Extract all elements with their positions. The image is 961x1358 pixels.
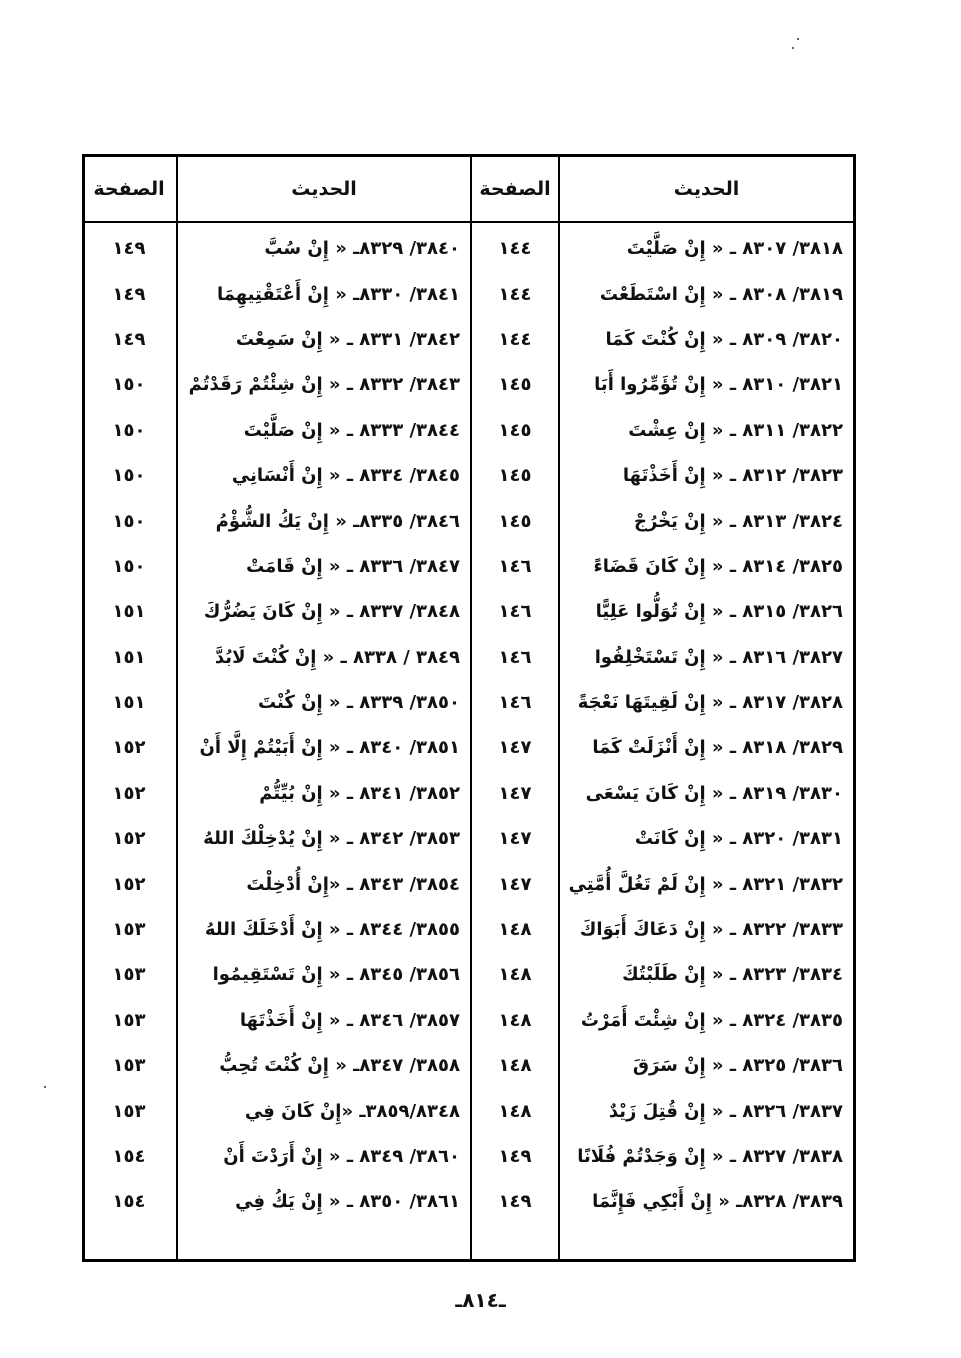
table-row [85,725,853,770]
table-row [85,816,853,861]
hadith-cell-left: ٣٨٥٨/ ٨٣٤٧ـ « إِنْ كُنْتَ تُحِبُّ [219,1055,460,1077]
hadith-cell-left: ٣٨٤٩ / ٨٣٣٨ ـ « إِنْ كُنْتَ لَابُدَّ [214,646,460,668]
hadith-cell-left: ٣٨٤٦/ ٨٣٣٥ـ « إِنْ يَكُ الشُّؤْمُ [215,510,460,532]
page-cell-left: ١٥٠ [112,555,146,577]
table-row [85,317,853,362]
page-cell-left: ١٥٤ [112,1146,146,1167]
hadith-cell-left: ٣٨٥٢/ ٨٣٤١ ـ « إِنْ بُيِّتُّمْ [259,782,460,804]
table-row [85,589,853,634]
page-cell-left: ١٥١ [112,692,146,714]
page-cell-right: ١٤٥ [498,510,532,532]
hadith-cell-left: ٣٨٤٢/ ٨٣٣١ ـ « إِنْ سَمِعْتَ [235,328,460,350]
page-cell-right: ١٤٦ [498,646,532,668]
hadith-cell-left: ٣٨٥٧/ ٨٣٤٦ ـ « إِنْ أَخَذْتَهَا [239,1009,460,1031]
table-row [85,1134,853,1179]
table-row [85,408,853,453]
header-page-right: الصفحة [479,178,551,200]
page-cell-right: ١٤٥ [498,419,532,441]
page-cell-right: ١٤٨ [498,1100,532,1122]
page-cell-right: ١٤٦ [498,601,532,623]
table-row [85,952,853,997]
hadith-cell-left: ٣٨٥٠/ ٨٣٣٩ ـ « إِنْ كُنْتَ [258,692,460,714]
hadith-cell-right: ٣٨١٨/ ٨٣٠٧ ـ « إِنْ صَلَّيْتَ [626,238,843,260]
hadith-cell-right: ٣٨٢٢/ ٨٣١١ ـ « إِنْ عِشْتَ [628,419,843,441]
page-cell-left: ١٥٣ [112,919,146,941]
page-cell-right: ١٤٩ [498,1191,532,1213]
scan-speck [44,1086,46,1088]
table-row [85,635,853,680]
hadith-cell-right: ٣٨٢٦/ ٨٣١٥ ـ « إِنْ تُوَلُّوا عَلِيًّا [595,601,843,623]
page-cell-left: ١٥٣ [112,1055,146,1077]
hadith-cell-left: ٣٨٥٣/ ٨٣٤٢ ـ « إِنْ يُدْخِلْكَ اللهُ [203,828,460,850]
page-cell-left: ١٥٢ [112,828,146,850]
hadith-cell-right: ٣٨٣٣/ ٨٣٢٢ ـ « إِنْ دَعَاكَ أَبَوَاكَ [579,919,843,941]
table-row [85,271,853,316]
page-cell-left: ١٥٠ [112,374,146,396]
page-cell-right: ١٤٦ [498,555,532,577]
table-row [85,226,853,271]
hadith-cell-right: ٣٨٣٩/ ٨٣٢٨ـ « إِنْ أَبْكِي فَإِنَّمَا [592,1191,843,1213]
page-cell-left: ١٥٠ [112,419,146,441]
hadith-cell-left: ٣٨٤٧/ ٨٣٣٦ ـ « إِنْ قَامَتْ [246,555,460,577]
table-body [85,226,853,1225]
table-row [85,498,853,543]
page-cell-left: ١٤٩ [112,283,146,305]
page-cell-left: ١٥٠ [112,510,146,532]
hadith-cell-right: ٣٨٣٧/ ٨٣٢٦ ـ « إِنْ قُتِلَ زَيْدٌ [608,1100,843,1122]
page-cell-left: ١٤٩ [112,238,146,260]
scan-speck [797,38,799,40]
page-cell-right: ١٤٧ [498,873,532,895]
page-cell-right: ١٤٩ [498,1146,532,1167]
hadith-cell-left: ٣٨٤٠/ ٨٣٢٩ـ « إِنْ سُبَّ [264,238,460,260]
hadith-cell-left: ٣٨٤٥/ ٨٣٣٤ ـ « إِنْ أَنْسَانِي [231,465,460,487]
page-cell-right: ١٤٨ [498,1055,532,1077]
hadith-cell-left: ٣٨٤٨/ ٨٣٣٧ ـ « إِنْ كَانَ يَضُرُّكَ [203,601,460,623]
page-number: ـ٨١٤ـ [455,1288,506,1312]
hadith-cell-right: ٣٨٢٥/ ٨٣١٤ ـ « إِنْ كَانَ قَضَاءً [593,555,843,577]
page-cell-right: ١٤٤ [498,283,532,305]
page-cell-left: ١٥٠ [112,465,146,487]
table-row [85,771,853,816]
hadith-cell-right: ٣٨٢١/ ٨٣١٠ ـ « إِنْ تُؤَمِّرُوا أَبَا [594,374,843,396]
page-cell-left: ١٥٢ [112,737,146,759]
page-cell-left: ١٥٢ [112,873,146,895]
page-cell-right: ١٤٦ [498,692,532,714]
page-cell-left: ١٥٤ [112,1191,146,1213]
header-page-left: الصفحة [93,178,165,200]
page-cell-right: ١٤٥ [498,465,532,487]
page-cell-right: ١٤٨ [498,1009,532,1031]
hadith-cell-left: ٣٨٦٠/ ٨٣٤٩ ـ « إِنْ أَرَدْتَ أَنْ [223,1146,460,1167]
table-row [85,861,853,906]
page-cell-right: ١٤٨ [498,964,532,986]
table-row [85,544,853,589]
hadith-cell-right: ٣٨٢٠/ ٨٣٠٩ ـ « إِنْ كُنْتَ كَمَا [605,328,843,350]
hadith-cell-right: ٣٨٣٤/ ٨٣٢٣ ـ « إِنْ طَلَبْتُكَ [622,964,843,986]
hadith-cell-right: ٣٨٢٩/ ٨٣١٨ ـ « إِنْ أَنْزَلَتْ كَمَا [592,737,843,759]
table-row [85,1088,853,1133]
table-row [85,453,853,498]
hadith-cell-right: ٣٨٣١/ ٨٣٢٠ ـ « إِنْ كَانَتْ [634,828,843,850]
header-divider [85,221,853,223]
page-cell-right: ١٤٧ [498,828,532,850]
header-hadith-left: الحديث [291,178,357,200]
hadith-cell-left: ٣٨٥٩/٨٣٤٨ـ «إِنْ كَانَ فِي [244,1100,460,1122]
hadith-cell-right: ٣٨٣٥/ ٨٣٢٤ ـ « إِنْ شِئْتَ أَمَرْتُ [580,1009,843,1031]
table-row [85,680,853,725]
hadith-cell-right: ٣٨٢٧/ ٨٣١٦ ـ « إِنْ تَسْتَخْلِفُوا [594,646,843,668]
hadith-cell-right: ٣٨٢٤/ ٨٣١٣ ـ « إِنْ يَخْرُجْ [633,510,843,532]
table-row [85,1043,853,1088]
hadith-cell-left: ٣٨٥٦/ ٨٣٤٥ ـ « إِنْ تَسْتَقِيمُوا [212,964,460,986]
hadith-cell-right: ٣٨٢٨/ ٨٣١٧ ـ « إِنْ لَقِيتَهَا نَعْجَةً [577,692,843,714]
page-cell-right: ١٤٨ [498,919,532,941]
page-cell-left: ١٥١ [112,601,146,623]
hadith-cell-left: ٣٨٥٥/ ٨٣٤٤ ـ « إِنْ أَدْخَلَكَ اللهُ [204,919,460,941]
page-cell-right: ١٤٧ [498,782,532,804]
hadith-cell-right: ٣٨٣٠/ ٨٣١٩ ـ « إِنْ كَانَ يَسْعَى [585,782,843,804]
scan-speck [792,47,794,49]
page-cell-right: ١٤٥ [498,374,532,396]
hadith-cell-right: ٣٨٣٦/ ٨٣٢٥ ـ « إِنْ سَرَقَ [632,1055,843,1077]
table-row [85,362,853,407]
table-row [85,907,853,952]
page-cell-right: ١٤٧ [498,737,532,759]
hadith-cell-right: ٣٨٣٢/ ٨٣٢١ ـ « إِنْ لَمْ تَغُلَّ أُمَّتِي [568,873,843,895]
hadith-cell-right: ٣٨٢٣/ ٨٣١٢ ـ « إِنْ أَخَذْتَهَا [622,465,843,487]
header-hadith-right: الحديث [673,178,740,200]
hadith-cell-left: ٣٨٥٤/ ٨٣٤٣ ـ «إِنْ أُدْخِلْتَ [246,873,460,895]
hadith-cell-right: ٣٨٣٨/ ٨٣٢٧ ـ « إِنْ وَجَدْتُمْ فُلَانًا [577,1146,843,1167]
page-cell-left: ١٥٣ [112,1100,146,1122]
hadith-cell-left: ٣٨٤٤/ ٨٣٣٣ ـ « إِنْ صَلَّيْتَ [243,419,460,441]
page-cell-left: ١٥٢ [112,782,146,804]
table-row [85,1179,853,1224]
page-cell-right: ١٤٤ [498,238,532,260]
page-cell-left: ١٥٣ [112,1009,146,1031]
page-cell-left: ١٤٩ [112,328,146,350]
page-cell-right: ١٤٤ [498,328,532,350]
hadith-cell-right: ٣٨١٩/ ٨٣٠٨ ـ « إِنْ اسْتَطَعْتَ [599,283,843,305]
table-row [85,998,853,1043]
hadith-cell-left: ٣٨٦١/ ٨٣٥٠ ـ « إِنْ يَكُ فِي [235,1191,460,1213]
hadith-index-table [82,154,856,1262]
page-cell-left: ١٥١ [112,646,146,668]
hadith-cell-left: ٣٨٤١/ ٨٣٣٠ـ « إِنْ أَعْتَقْتِيهِمَا [216,283,460,305]
hadith-cell-left: ٣٨٤٣/ ٨٣٣٢ ـ « إِنْ شِئْتُمْ رَقَدْتُمْ [188,374,460,396]
page-cell-left: ١٥٣ [112,964,146,986]
hadith-cell-left: ٣٨٥١/ ٨٣٤٠ ـ « إِنْ أَبَيْتُمْ إِلَّا أَنْ [199,737,460,759]
